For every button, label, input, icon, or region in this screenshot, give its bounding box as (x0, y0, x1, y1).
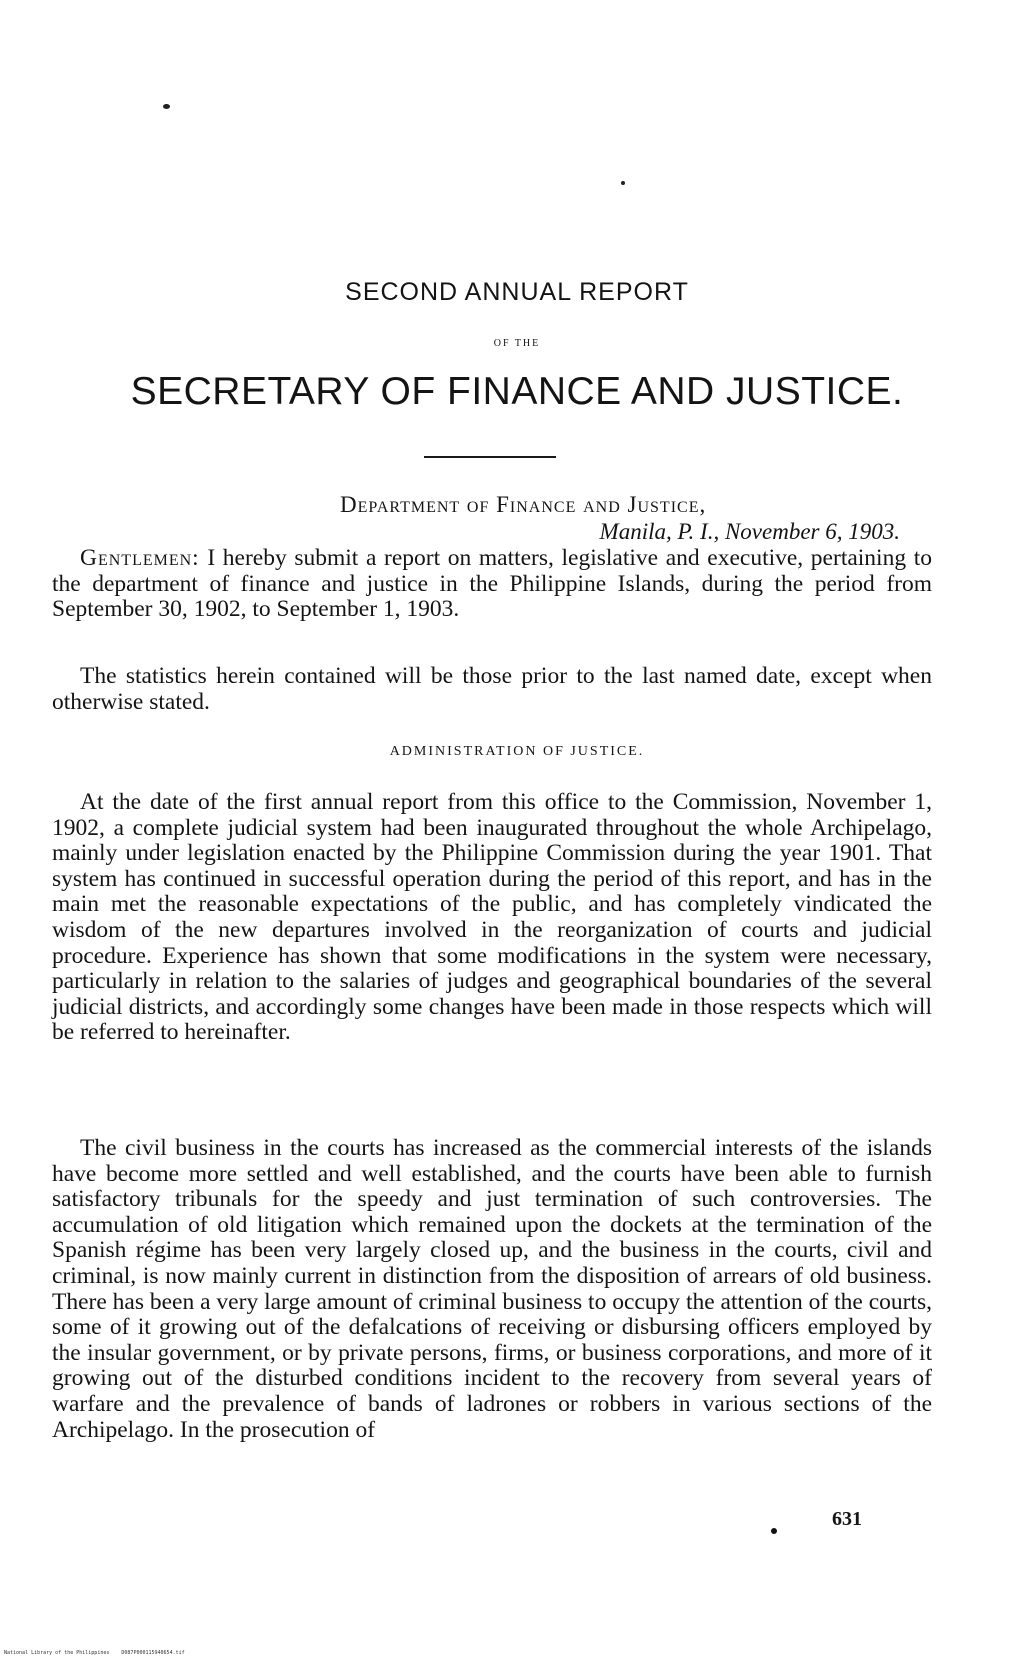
footer-source: National Library of the Philippines (4, 1650, 110, 1656)
department-line: Department of Finance and Justice, (340, 492, 707, 517)
scan-footer (4, 1650, 185, 1656)
scan-speck (621, 181, 625, 185)
paragraph-civil-business: The civil business in the courts has increased as the commercial interests of the islands have become more settled and well established, and the courts have been able to furnish satisfactory tribunals for the speedy and just termination of such controversies. The accumulation of old litigation which remained upon the dockets at the termination of the Spanish régime has been very largely closed up, and the business in the courts, civil and criminal, is now mainly current in distinction from the disposition of arrears of old business. There has been a very large amount of criminal business to occupy the attention of the courts, some of it growing out of the defalcations of receiving or disbursing officers employed by the insular government, or by private persons, firms, or business corporations, and more of it growing out of the disturbed conditions incident to the recovery from several years of warfare and the prevalence of bands of ladrones or robbers in various sections of the Archipelago. In the prosecution of (52, 1135, 932, 1443)
section-heading: ADMINISTRATION OF JUSTICE. (389, 744, 645, 759)
scan-speck (771, 1528, 777, 1534)
paragraph-intro (52, 546, 932, 623)
salutation: Gentlemen: (80, 545, 200, 571)
paragraph-judicial-system: At the date of the first annual report from this office to the Commission, November 1, 1902, a complete judicial system had been inaugurated throughout the whole Archipelago, mainly under legislation enacted by the Philippine Commission during the year 1901. That system has continued in successful operation during the period of this report, and has in the main met the reasonable expectations of the public, and has completely vindicated the wisdom of the new departures involved in the reorganization of courts and judicial procedure. Experience has shown that some modifications in the system were necessary, particularly in relation to the salaries of judges and geographical boundaries of the several judicial districts, and accordingly some changes have been made in those respects which will be referred to hereinafter. (52, 789, 932, 1046)
report-title-of: OF THE (493, 338, 541, 349)
report-title-main: SECRETARY OF FINANCE AND JUSTICE. (130, 370, 904, 413)
title-divider (424, 456, 556, 458)
dateline: Manila, P. I., November 6, 1903. (599, 519, 900, 544)
paragraph-statistics: The statistics herein contained will be those prior to the last named date, except when otherwise stated. (52, 663, 932, 715)
footer-file: D087P000115940654.tif (121, 1650, 185, 1656)
scan-speck (163, 104, 170, 109)
page-number: 631 (832, 1508, 862, 1530)
paragraph-intro-text: I hereby submit a report on matters, legislative and executive, pertaining to the department of finance and justice in the Philippine Islands, during the period from September 30, 1902, to September 1, 1903. (52, 545, 932, 623)
report-title-top: SECOND ANNUAL REPORT (345, 278, 689, 306)
